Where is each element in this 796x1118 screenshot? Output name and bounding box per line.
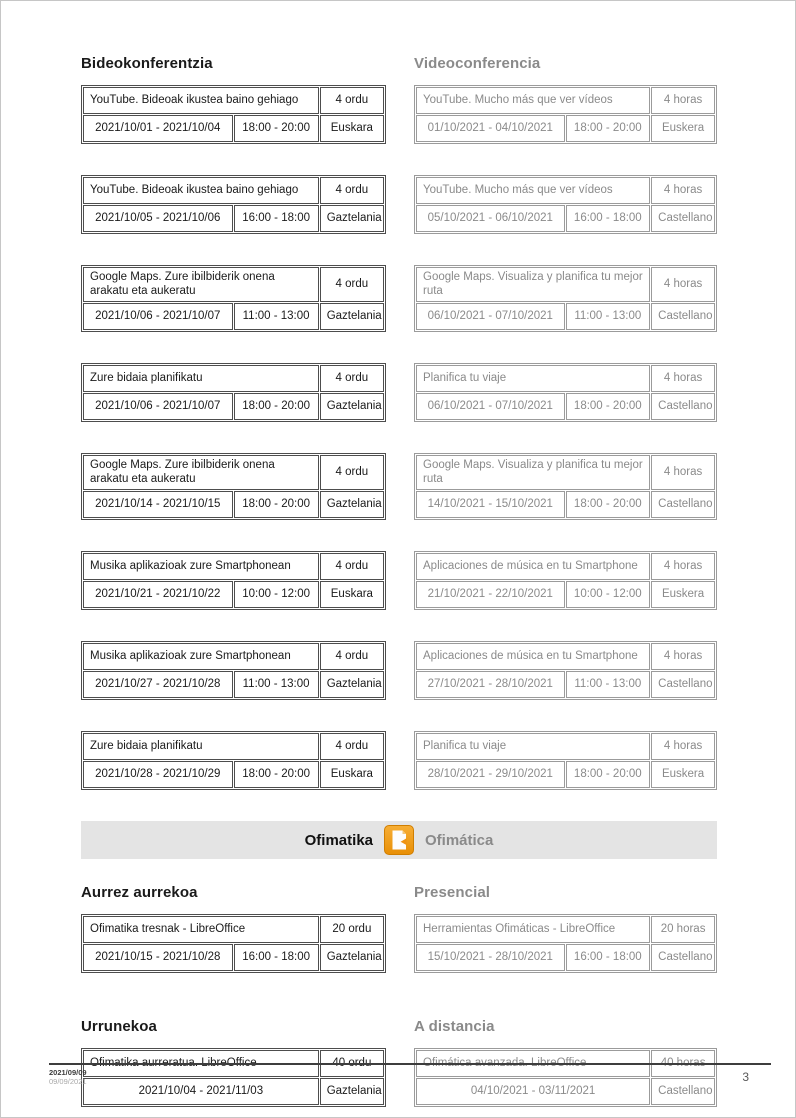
course-dates: 05/10/2021 - 06/10/2021: [416, 205, 565, 232]
section-title-es: Videoconferencia: [414, 55, 541, 72]
course-time: 16:00 - 18:00: [234, 944, 319, 971]
table-row: [416, 455, 715, 490]
section-title-eu: Bideokonferentzia: [81, 55, 213, 72]
table-row: [83, 267, 384, 302]
course-duration: 4 ordu: [320, 455, 384, 490]
course-table-eu: [81, 641, 386, 700]
course-dates: 2021/10/04 - 2021/11/03: [83, 1078, 319, 1105]
course-table-eu: [81, 914, 386, 973]
table-row: [416, 643, 715, 670]
course-time: 11:00 - 13:00: [566, 303, 651, 330]
course-duration: 4 ordu: [320, 87, 384, 114]
course-time: 16:00 - 18:00: [234, 205, 319, 232]
course-pair: [81, 265, 717, 332]
course-duration: 4 ordu: [320, 177, 384, 204]
course-table-eu: [81, 731, 386, 790]
table-row: [416, 177, 715, 204]
course-duration: 40 horas: [651, 1050, 715, 1077]
table-row: [83, 733, 384, 760]
course-language: Castellano: [651, 303, 715, 330]
course-duration: 4 horas: [651, 455, 715, 490]
course-language: Euskara: [320, 761, 384, 788]
course-title: Aplicaciones de música en tu Smartphone: [416, 643, 650, 670]
course-language: Gaztelania: [320, 491, 384, 518]
course-language: Gaztelania: [320, 671, 384, 698]
course-time: 18:00 - 20:00: [234, 393, 319, 420]
course-duration: 4 ordu: [320, 267, 384, 302]
course-duration: 4 horas: [651, 643, 715, 670]
course-table-es: [414, 914, 717, 973]
course-table-eu: [81, 85, 386, 144]
course-dates: 21/10/2021 - 22/10/2021: [416, 581, 565, 608]
course-title: YouTube. Bideoak ikustea baino gehiago: [83, 87, 319, 114]
course-language: Gaztelania: [320, 1078, 384, 1105]
course-duration: 20 ordu: [320, 916, 384, 943]
course-language: Gaztelania: [320, 303, 384, 330]
course-dates: 2021/10/05 - 2021/10/06: [83, 205, 233, 232]
course-dates: 2021/10/14 - 2021/10/15: [83, 491, 233, 518]
divider-label-eu: Ofimatika: [304, 831, 373, 849]
divider-label-es: Ofimática: [425, 831, 494, 849]
course-dates: 27/10/2021 - 28/10/2021: [416, 671, 565, 698]
course-table-eu: [81, 363, 386, 422]
course-duration: 4 horas: [651, 733, 715, 760]
course-dates: 2021/10/06 - 2021/10/07: [83, 303, 233, 330]
table-row: [416, 115, 715, 142]
table-row: [83, 553, 384, 580]
course-time: 16:00 - 18:00: [566, 205, 651, 232]
table-row: [416, 761, 715, 788]
table-row: [83, 87, 384, 114]
table-row: [83, 944, 384, 971]
course-language: Euskera: [651, 115, 715, 142]
course-time: 18:00 - 20:00: [234, 115, 319, 142]
course-language: Euskara: [320, 115, 384, 142]
course-title: YouTube. Mucho más que ver vídeos: [416, 87, 650, 114]
course-language: Gaztelania: [320, 393, 384, 420]
course-title: YouTube. Bideoak ikustea baino gehiago: [83, 177, 319, 204]
footer-dates: [49, 1068, 771, 1086]
table-row: [83, 393, 384, 420]
table-row: [83, 115, 384, 142]
course-title: Ofimatika aurreratua. LibreOffice: [83, 1050, 319, 1077]
course-time: 18:00 - 20:00: [566, 491, 651, 518]
course-table-eu: [81, 265, 386, 332]
course-title: YouTube. Mucho más que ver vídeos: [416, 177, 650, 204]
table-row: [416, 365, 715, 392]
course-dates: 01/10/2021 - 04/10/2021: [416, 115, 565, 142]
course-time: 18:00 - 20:00: [566, 761, 651, 788]
course-language: Euskera: [651, 761, 715, 788]
course-duration: 40 ordu: [320, 1050, 384, 1077]
course-table-es: [414, 265, 717, 332]
course-table-es: [414, 363, 717, 422]
course-table-es: [414, 453, 717, 520]
course-pair: [81, 641, 717, 700]
section-headings-presencial: [81, 884, 717, 901]
footer-date-eu: 2021/09/09: [49, 1068, 87, 1077]
course-time: 10:00 - 12:00: [566, 581, 651, 608]
table-row: [83, 455, 384, 490]
course-pair: [81, 453, 717, 520]
course-dates: 28/10/2021 - 29/10/2021: [416, 761, 565, 788]
course-time: 11:00 - 13:00: [234, 671, 319, 698]
course-title: Ofimatika tresnak - LibreOffice: [83, 916, 319, 943]
table-row: [83, 491, 384, 518]
course-duration: 4 horas: [651, 267, 715, 302]
course-table-es: [414, 85, 717, 144]
course-time: 10:00 - 12:00: [234, 581, 319, 608]
subsection-title-eu: Aurrez aurrekoa: [81, 884, 198, 901]
course-title: Ofimática avanzada. LibreOffice: [416, 1050, 650, 1077]
course-dates: 2021/10/28 - 2021/10/29: [83, 761, 233, 788]
course-duration: 4 ordu: [320, 643, 384, 670]
course-table-es: [414, 175, 717, 234]
course-language: Euskara: [320, 581, 384, 608]
course-dates: 2021/10/06 - 2021/10/07: [83, 393, 233, 420]
course-pair: [81, 85, 717, 144]
course-title: Aplicaciones de música en tu Smartphone: [416, 553, 650, 580]
course-language: Castellano: [651, 671, 715, 698]
table-row: [416, 491, 715, 518]
course-language: Gaztelania: [320, 205, 384, 232]
course-dates: 06/10/2021 - 07/10/2021: [416, 303, 565, 330]
course-language: Euskera: [651, 581, 715, 608]
course-duration: 4 horas: [651, 177, 715, 204]
course-time: 18:00 - 20:00: [234, 491, 319, 518]
section-headings-distancia: [81, 1018, 717, 1035]
course-pair: [81, 731, 717, 790]
table-row: [416, 553, 715, 580]
course-time: 18:00 - 20:00: [566, 393, 651, 420]
table-row: [416, 87, 715, 114]
course-title: Google Maps. Zure ibilbiderik onena arakatu eta aukeratu: [83, 455, 319, 490]
course-pair: [81, 175, 717, 234]
table-row: [83, 205, 384, 232]
course-pair: [81, 551, 717, 610]
page-content: [1, 1, 795, 1107]
subsection-title-es: A distancia: [414, 1018, 495, 1035]
course-language: Castellano: [651, 491, 715, 518]
table-row: [416, 393, 715, 420]
footer-divider: [49, 1063, 771, 1065]
course-table-es: [414, 551, 717, 610]
course-table-es: [414, 731, 717, 790]
table-row: [83, 761, 384, 788]
course-title: Planifica tu viaje: [416, 365, 650, 392]
course-title: Musika aplikazioak zure Smartphonean: [83, 553, 319, 580]
document-icon: [384, 825, 414, 855]
course-title: Zure bidaia planifikatu: [83, 365, 319, 392]
course-duration: 4 horas: [651, 87, 715, 114]
table-row: [83, 303, 384, 330]
course-language: Gaztelania: [320, 944, 384, 971]
course-language: Castellano: [651, 205, 715, 232]
section-divider-ofimatica: [81, 821, 717, 859]
course-time: 11:00 - 13:00: [566, 671, 651, 698]
page-number: 3: [742, 1070, 749, 1084]
course-time: 18:00 - 20:00: [566, 115, 651, 142]
course-table-eu: [81, 175, 386, 234]
course-table-es: [414, 641, 717, 700]
section-headings-video: [81, 55, 717, 72]
course-title: Google Maps. Zure ibilbiderik onena arakatu eta aukeratu: [83, 267, 319, 302]
subsection-title-eu: Urrunekoa: [81, 1018, 157, 1035]
course-duration: 4 ordu: [320, 553, 384, 580]
course-time: 18:00 - 20:00: [234, 761, 319, 788]
table-row: [83, 671, 384, 698]
footer-date-es: 09/09/2021: [49, 1077, 87, 1086]
course-dates: 06/10/2021 - 07/10/2021: [416, 393, 565, 420]
table-row: [416, 205, 715, 232]
course-duration: 4 ordu: [320, 365, 384, 392]
table-row: [416, 671, 715, 698]
table-row: [83, 643, 384, 670]
table-row: [416, 733, 715, 760]
course-duration: 4 horas: [651, 553, 715, 580]
course-dates: 2021/10/01 - 2021/10/04: [83, 115, 233, 142]
table-row: [416, 303, 715, 330]
course-time: 16:00 - 18:00: [566, 944, 651, 971]
course-duration: 4 ordu: [320, 733, 384, 760]
course-language: Castellano: [651, 944, 715, 971]
table-row: [416, 267, 715, 302]
course-title: Google Maps. Visualiza y planifica tu mejor ruta: [416, 455, 650, 490]
course-title: Herramientas Ofimáticas - LibreOffice: [416, 916, 650, 943]
table-row: [416, 944, 715, 971]
table-row: [416, 581, 715, 608]
table-row: [83, 581, 384, 608]
course-pair: [81, 363, 717, 422]
course-time: 11:00 - 13:00: [234, 303, 319, 330]
course-dates: 2021/10/21 - 2021/10/22: [83, 581, 233, 608]
course-duration: 20 horas: [651, 916, 715, 943]
course-table-eu: [81, 453, 386, 520]
course-title: Google Maps. Visualiza y planifica tu mejor ruta: [416, 267, 650, 302]
course-dates: 2021/10/15 - 2021/10/28: [83, 944, 233, 971]
course-language: Castellano: [651, 393, 715, 420]
course-title: Musika aplikazioak zure Smartphonean: [83, 643, 319, 670]
course-dates: 2021/10/27 - 2021/10/28: [83, 671, 233, 698]
course-language: Castellano: [651, 1078, 715, 1105]
course-dates: 15/10/2021 - 28/10/2021: [416, 944, 565, 971]
page-footer: [49, 1063, 771, 1086]
course-duration: 4 horas: [651, 365, 715, 392]
course-dates: 14/10/2021 - 15/10/2021: [416, 491, 565, 518]
course-pair: [81, 914, 717, 973]
course-dates: 04/10/2021 - 03/11/2021: [416, 1078, 650, 1105]
course-table-eu: [81, 551, 386, 610]
course-title: Planifica tu viaje: [416, 733, 650, 760]
table-row: [83, 916, 384, 943]
table-row: [83, 177, 384, 204]
table-row: [83, 365, 384, 392]
subsection-title-es: Presencial: [414, 884, 491, 901]
course-title: Zure bidaia planifikatu: [83, 733, 319, 760]
table-row: [416, 916, 715, 943]
